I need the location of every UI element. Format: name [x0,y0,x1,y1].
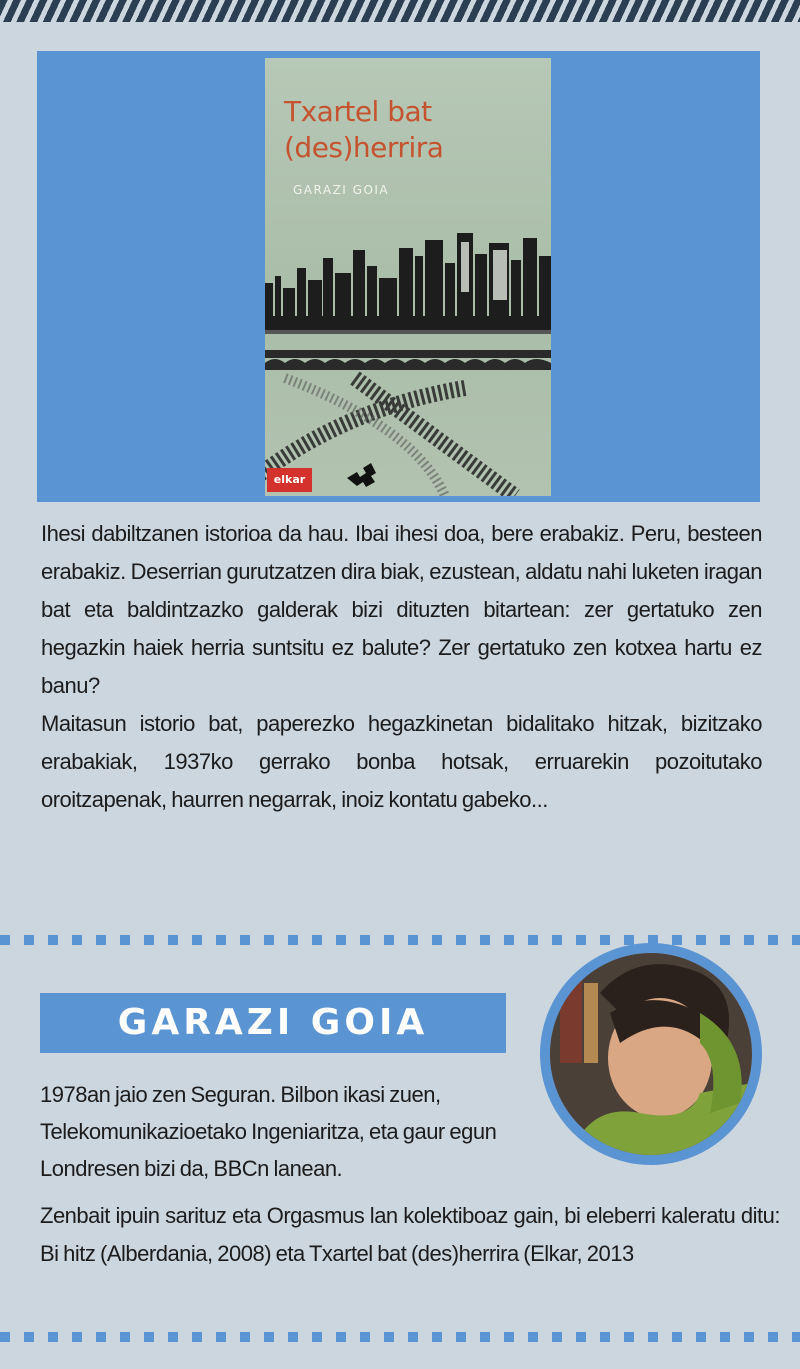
book-synopsis [41,515,762,819]
dashed-divider-top [0,935,800,945]
synopsis-paragraph-1: Ihesi dabiltzanen istorioa da hau. Ibai ihesi doa, bere erabakiz. Peru, besteen erabakiz. Deserrian gurutzatzen dira biak, ezustean, aldatu nahi luketen iragan bat eta baldintzazko galderak bizi dituzten bitartean: zer gertatuko zen hegazkin haiek herria suntsitu ez balute? Zer gertatuko zen kotxea hartu ez banu? [41,521,762,698]
dashed-divider-bottom [0,1332,800,1342]
cover-title [284,94,534,166]
author-bio-short: 1978an jaio zen Seguran. Bilbon ikasi zuen, Telekomunikazioetako Ingeniaritza, eta gaur egun Londresen bizi da, BBCn lanean. [40,1082,497,1181]
author-bio-long: Zenbait ipuin sarituz eta Orgasmus lan kolektiboaz gain, bi eleberri kaleratu ditu: Bi hitz (Alberdania, 2008) eta Txartel bat (des)herrira (Elkar, 2013 [40,1203,780,1266]
book-cover-image [265,58,551,496]
author-name-banner: GARAZI GOIA [40,993,506,1053]
cover-title-line2: (des)herrira [284,131,444,164]
publisher-logo: elkar [267,468,312,492]
book-cover-panel [37,51,760,502]
cover-title-line1: Txartel bat [284,95,432,128]
city-skyline-illustration [265,228,551,496]
author-photo [550,953,752,1155]
synopsis-paragraph-2: Maitasun istorio bat, paperezko hegazkinetan bidalitako hitzak, bizitzako erabakiak, 1937ko gerrako bonba hotsak, erruarekin pozoitutako oroitzapenak, haurren negarrak, inoiz kontatu gabeko... [41,711,762,812]
author-photo-frame [540,943,762,1165]
cover-author: GARAZI GOIA [293,183,390,197]
top-hatched-stripe [0,0,800,22]
